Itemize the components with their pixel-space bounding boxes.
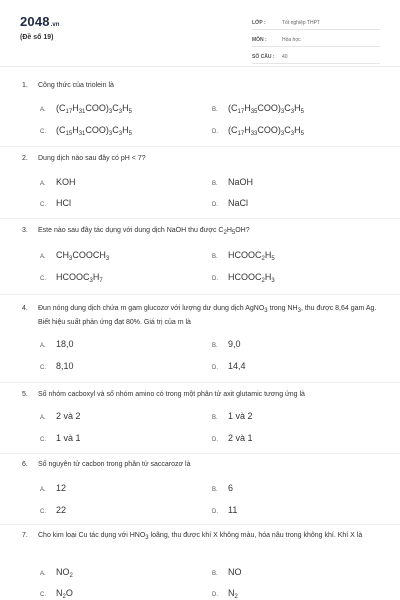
option-a[interactable]: [40, 103, 132, 115]
option-letter: A.: [40, 571, 46, 577]
question-text: Este nào sau đây tác dụng với dung dịch NaOH thu được $C_2H_5OH$?: [38, 227, 250, 236]
question-stem: [22, 459, 380, 471]
question-7: [22, 530, 380, 544]
option-text: $HCOOC_2H_3$: [228, 272, 275, 284]
question-4: [22, 303, 380, 329]
question-3: [22, 225, 380, 239]
option-b[interactable]: [212, 103, 304, 115]
option-letter: A.: [40, 487, 46, 493]
meta-key: MÔN :: [252, 36, 267, 43]
question-divider: [0, 294, 400, 295]
question-number: 2.: [22, 155, 28, 162]
option-letter: C.: [40, 276, 46, 282]
question-5: [22, 389, 380, 401]
option-text: NO: [228, 567, 242, 577]
option-text: $N_2O$: [56, 588, 73, 600]
option-a[interactable]: [40, 567, 73, 579]
logo-suffix: .vn: [50, 22, 60, 28]
option-letter: A.: [40, 415, 46, 421]
option-c[interactable]: [40, 198, 71, 208]
option-c[interactable]: [40, 505, 66, 515]
option-text: $N_2$: [228, 588, 238, 600]
option-text: HCl: [56, 198, 71, 208]
option-letter: D.: [212, 202, 218, 208]
option-letter: B.: [212, 181, 218, 187]
question-1: [22, 80, 380, 92]
option-letter: B.: [212, 254, 218, 260]
question-stem: [22, 80, 380, 92]
option-letter: C.: [40, 509, 46, 515]
question-text: Cho kim loại Cu tác dụng với $HNO_3$ loãng, thu được khí X không màu, hóa nâu trong không khí. Khí X là: [38, 532, 363, 541]
option-text: 2 và 2: [56, 411, 81, 421]
question-stem: [22, 530, 380, 544]
site-logo[interactable]: [20, 14, 59, 29]
meta-row-count: [252, 50, 380, 64]
option-text: $(C_{15}H_{31}COO)_3C_3H_5$: [56, 125, 132, 137]
question-divider: [0, 146, 400, 147]
option-d[interactable]: [212, 198, 248, 208]
question-number: 7.: [22, 532, 28, 539]
meta-row-subject: [252, 33, 380, 47]
meta-key: SỐ CÂU :: [252, 53, 275, 60]
option-a[interactable]: [40, 483, 66, 493]
option-d[interactable]: [212, 361, 246, 371]
option-a[interactable]: [40, 177, 76, 187]
meta-value: Tốt nghiệp THPT: [282, 19, 320, 26]
option-text: $HCOOC_2H_5$: [228, 250, 275, 262]
option-b[interactable]: [212, 250, 275, 262]
option-d[interactable]: [212, 588, 238, 600]
exam-code: (Đề số 19): [20, 34, 54, 41]
question-number: 4.: [22, 305, 28, 312]
option-text: 6: [228, 483, 234, 493]
option-b[interactable]: [212, 339, 241, 349]
option-c[interactable]: [40, 125, 132, 137]
option-text: 2 và 1: [228, 433, 253, 443]
option-letter: B.: [212, 415, 218, 421]
option-letter: D.: [212, 129, 218, 135]
question-text: Số nhóm cacboxyl và số nhóm amino có trong một phân tử axit glutamic tương ứng là: [38, 391, 305, 398]
question-text: Số nguyên tử cacbon trong phân tử saccarozơ là: [38, 461, 191, 468]
question-6: [22, 459, 380, 471]
question-text: Công thức của triolein là: [38, 82, 114, 89]
option-c[interactable]: [40, 272, 103, 284]
option-letter: D.: [212, 276, 218, 282]
option-c[interactable]: [40, 361, 74, 371]
option-letter: A.: [40, 254, 46, 260]
option-letter: D.: [212, 437, 218, 443]
option-letter: A.: [40, 181, 46, 187]
option-letter: C.: [40, 592, 46, 598]
question-stem: [22, 225, 380, 239]
question-text: Dung dịch nào sau đây có pH < 7?: [38, 155, 146, 162]
option-text: 1 và 2: [228, 411, 253, 421]
question-number: 5.: [22, 391, 28, 398]
question-number: 3.: [22, 227, 28, 234]
option-text: 9,0: [228, 339, 241, 349]
question-stem: [22, 153, 380, 165]
option-letter: C.: [40, 365, 46, 371]
option-text: $(C_{17}H_{35}COO)_3C_3H_5$: [228, 103, 304, 115]
option-text: $(C_{17}H_{31}COO)_3C_3H_5$: [56, 103, 132, 115]
option-letter: C.: [40, 437, 46, 443]
question-divider: [0, 524, 400, 525]
option-letter: D.: [212, 365, 218, 371]
meta-key: LỚP :: [252, 19, 266, 26]
exam-header: [0, 0, 400, 62]
meta-value: Hóa học: [282, 36, 301, 43]
option-a[interactable]: [40, 339, 74, 349]
meta-row-class: [252, 16, 380, 30]
option-text: 22: [56, 505, 67, 515]
option-letter: B.: [212, 107, 218, 113]
option-letter: B.: [212, 343, 218, 349]
option-text: NaCl: [228, 198, 249, 208]
option-text: 12: [56, 483, 67, 493]
option-letter: C.: [40, 202, 46, 208]
option-a[interactable]: [40, 250, 109, 262]
option-text: KOH: [56, 177, 76, 187]
option-text: 1 và 1: [56, 433, 81, 443]
option-text: NaOH: [228, 177, 254, 187]
question-divider: [0, 218, 400, 219]
option-letter: C.: [40, 129, 46, 135]
option-text: $HCOOC_3H_7$: [56, 272, 103, 284]
option-d[interactable]: [212, 505, 237, 515]
option-b[interactable]: [212, 483, 233, 493]
question-2: [22, 153, 380, 165]
question-number: 1.: [22, 82, 28, 89]
question-divider: [0, 453, 400, 454]
option-text: 18,0: [56, 339, 74, 349]
question-text: Đun nóng dung dịch chứa m gam glucozơ với lượng dư dung dịch AgNO$_3$ trong $NH_3$, thu được 8,64 gam Ag. Biết hiệu suất phản ứng đạt 80%. Giá trị của m là: [38, 305, 377, 326]
option-a[interactable]: [40, 411, 81, 421]
option-text: $(C_{17}H_{33}COO)_3C_3H_5$: [228, 125, 304, 137]
option-letter: B.: [212, 571, 218, 577]
option-letter: A.: [40, 343, 46, 349]
option-letter: A.: [40, 107, 46, 113]
option-text: 8,10: [56, 361, 74, 371]
option-c[interactable]: [40, 433, 81, 443]
option-d[interactable]: [212, 433, 253, 443]
header-divider: [0, 66, 400, 67]
meta-value: 40: [282, 53, 288, 60]
exam-meta: [252, 16, 380, 67]
option-text: $NO_2$: [56, 567, 73, 579]
option-b[interactable]: [212, 567, 242, 577]
option-c[interactable]: [40, 588, 73, 600]
question-stem: [22, 303, 380, 329]
option-text: 14,4: [228, 361, 246, 371]
option-text: 11: [228, 505, 238, 515]
question-number: 6.: [22, 461, 28, 468]
option-d[interactable]: [212, 125, 304, 137]
option-letter: B.: [212, 487, 218, 493]
option-letter: D.: [212, 592, 218, 598]
option-b[interactable]: [212, 177, 253, 187]
option-letter: D.: [212, 509, 218, 515]
option-text: $CH_3COOCH_3$: [56, 250, 110, 262]
question-divider: [0, 382, 400, 383]
logo-number: 2048: [20, 14, 50, 29]
question-stem: [22, 389, 380, 401]
option-d[interactable]: [212, 272, 275, 284]
option-b[interactable]: [212, 411, 253, 421]
